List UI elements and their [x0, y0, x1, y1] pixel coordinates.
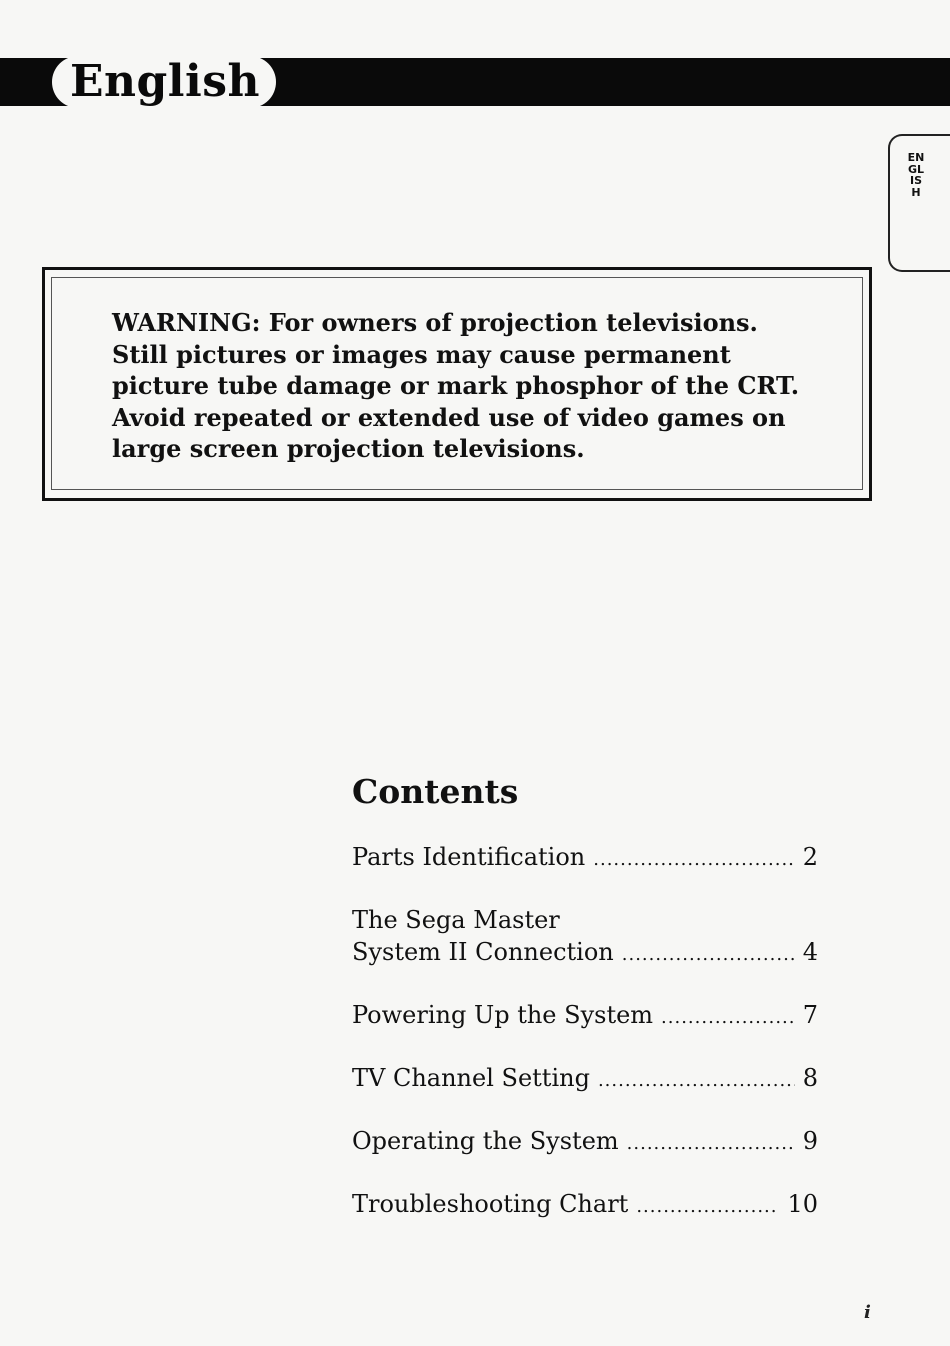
warning-text: [112, 307, 832, 465]
toc-entry-label: Operating the System: [352, 1127, 619, 1155]
toc-entry-page: 7: [802, 1001, 818, 1029]
toc-entry-operating: [352, 1125, 818, 1160]
warning-line: Still pictures or images may cause permanent: [112, 339, 731, 369]
toc-entry-troubleshooting: [352, 1188, 818, 1223]
toc-entry-label: System II Connection: [352, 938, 614, 966]
toc-leader-dots: [627, 1128, 795, 1160]
toc-entry-label: Troubleshooting Chart: [352, 1190, 629, 1218]
warning-line: WARNING: For owners of projection televisions.: [112, 308, 758, 337]
toc-entry-system-connection: [352, 904, 818, 971]
toc-entry-tv-channel: [352, 1062, 818, 1097]
toc-leader-dots: [622, 939, 795, 971]
page-number: i: [864, 1302, 871, 1323]
page-title: English: [70, 56, 260, 107]
header-pill: [52, 56, 276, 108]
toc-entry-page: 4: [802, 938, 818, 966]
toc-leader-dots: [593, 844, 794, 876]
toc-leader-dots: [636, 1191, 779, 1223]
warning-line: Avoid repeated or extended use of video games on: [112, 402, 786, 432]
toc-leader-dots: [598, 1065, 795, 1097]
warning-line: large screen projection televisions.: [112, 434, 585, 463]
toc-entry-parts-identification: [352, 841, 818, 876]
toc-entry-label-line1: The Sega Master: [352, 906, 560, 934]
toc-entry-powering-up: [352, 999, 818, 1034]
toc-leader-dots: [661, 1002, 795, 1034]
toc-entry-page: 8: [802, 1064, 818, 1092]
toc-entry-label: TV Channel Setting: [352, 1064, 590, 1092]
toc-entry-page: 9: [802, 1127, 818, 1155]
toc-entry-page: 10: [787, 1190, 818, 1218]
contents-heading: Contents: [352, 772, 519, 811]
toc-entry-label: Parts Identification: [352, 843, 586, 871]
toc-entry-label: Powering Up the System: [352, 1001, 654, 1029]
warning-line: picture tube damage or mark phosphor of the CRT.: [112, 371, 800, 400]
language-side-tab-label: ENGLISH: [907, 151, 925, 199]
toc-entry-page: 2: [802, 843, 818, 871]
